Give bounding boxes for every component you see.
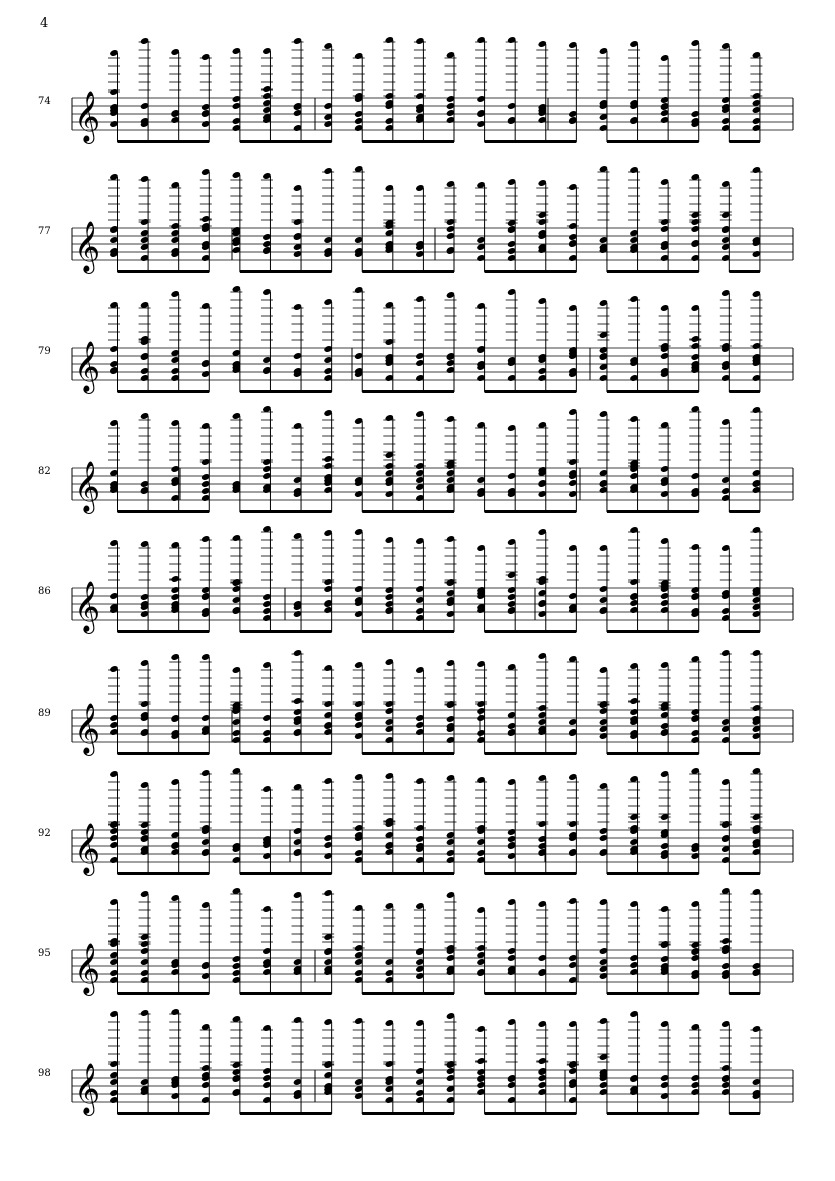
notes xyxy=(108,405,762,512)
beam xyxy=(362,140,454,143)
measure-number: 79 xyxy=(38,346,51,357)
beam xyxy=(118,390,210,393)
beam xyxy=(485,1112,577,1115)
beam xyxy=(118,270,210,273)
beam xyxy=(607,1112,699,1115)
beam xyxy=(485,752,577,755)
beam xyxy=(118,630,210,633)
staff-system-74 xyxy=(38,36,793,144)
staff-system-82 xyxy=(38,405,793,514)
beam xyxy=(607,140,699,143)
beam xyxy=(607,270,699,273)
beams xyxy=(118,872,760,875)
treble-clef-icon: 𝄞 xyxy=(74,341,101,392)
treble-clef-icon: 𝄞 xyxy=(74,91,101,142)
beam xyxy=(240,510,332,513)
beam xyxy=(118,140,210,143)
beam xyxy=(729,752,760,755)
measure-number: 86 xyxy=(38,586,51,597)
beam xyxy=(362,630,454,633)
beams xyxy=(118,510,760,513)
beam xyxy=(607,872,699,875)
beam xyxy=(118,872,210,875)
beam xyxy=(362,992,454,995)
beams xyxy=(118,630,760,633)
beam xyxy=(240,140,332,143)
beam xyxy=(362,390,454,393)
notes xyxy=(108,525,762,632)
beam xyxy=(607,510,699,513)
beam xyxy=(118,1112,210,1115)
beam xyxy=(607,390,699,393)
beam xyxy=(240,270,332,273)
notes xyxy=(108,285,762,392)
beam xyxy=(240,752,332,755)
beam xyxy=(240,390,332,393)
beam xyxy=(240,1112,332,1115)
notes xyxy=(108,887,762,994)
notes xyxy=(108,767,762,874)
beam xyxy=(240,872,332,875)
beam xyxy=(485,872,577,875)
beam xyxy=(362,752,454,755)
treble-clef-icon: 𝄞 xyxy=(74,1063,101,1114)
treble-clef-icon: 𝄞 xyxy=(74,703,101,754)
beam xyxy=(729,630,760,633)
staff-system-86 xyxy=(38,525,793,634)
beams xyxy=(118,1112,760,1115)
beam xyxy=(362,510,454,513)
beam xyxy=(729,872,760,875)
notes xyxy=(108,649,762,754)
beam xyxy=(729,992,760,995)
beam xyxy=(729,270,760,273)
beam xyxy=(485,992,577,995)
beam xyxy=(240,630,332,633)
beam xyxy=(729,1112,760,1115)
staff-system-98 xyxy=(38,1008,793,1116)
beams xyxy=(118,140,760,143)
beam xyxy=(729,510,760,513)
staff-system-89 xyxy=(38,649,793,756)
treble-clef-icon: 𝄞 xyxy=(74,943,101,994)
notes xyxy=(108,36,762,142)
staff-system-92 xyxy=(38,767,793,876)
beam xyxy=(362,1112,454,1115)
beam xyxy=(118,992,210,995)
treble-clef-icon: 𝄞 xyxy=(74,221,101,272)
measure-number: 92 xyxy=(38,828,51,839)
beam xyxy=(485,630,577,633)
treble-clef-icon: 𝄞 xyxy=(74,823,101,874)
treble-clef-icon: 𝄞 xyxy=(74,581,101,632)
page-number: 4 xyxy=(40,16,49,31)
beam xyxy=(118,752,210,755)
measure-number: 74 xyxy=(38,96,51,107)
staff-system-79 xyxy=(38,285,793,394)
notes xyxy=(108,1008,762,1114)
beam xyxy=(362,270,454,273)
beam xyxy=(729,140,760,143)
beam xyxy=(729,390,760,393)
beam xyxy=(118,510,210,513)
beam xyxy=(607,752,699,755)
beams xyxy=(118,390,760,393)
beam xyxy=(607,630,699,633)
beam xyxy=(607,992,699,995)
beam xyxy=(485,270,577,273)
measure-number: 98 xyxy=(38,1068,51,1079)
beams xyxy=(118,992,760,995)
measure-number: 95 xyxy=(38,948,51,959)
staff-system-95 xyxy=(38,887,793,996)
measure-number: 77 xyxy=(38,226,51,237)
beam xyxy=(485,390,577,393)
beam xyxy=(362,872,454,875)
treble-clef-icon: 𝄞 xyxy=(74,461,101,512)
staff-system-77 xyxy=(38,165,793,274)
beams xyxy=(118,270,760,273)
beam xyxy=(485,510,577,513)
measure-number: 89 xyxy=(38,708,51,719)
beams xyxy=(118,752,760,755)
beam xyxy=(485,140,577,143)
beam xyxy=(240,992,332,995)
measure-number: 82 xyxy=(38,466,51,477)
